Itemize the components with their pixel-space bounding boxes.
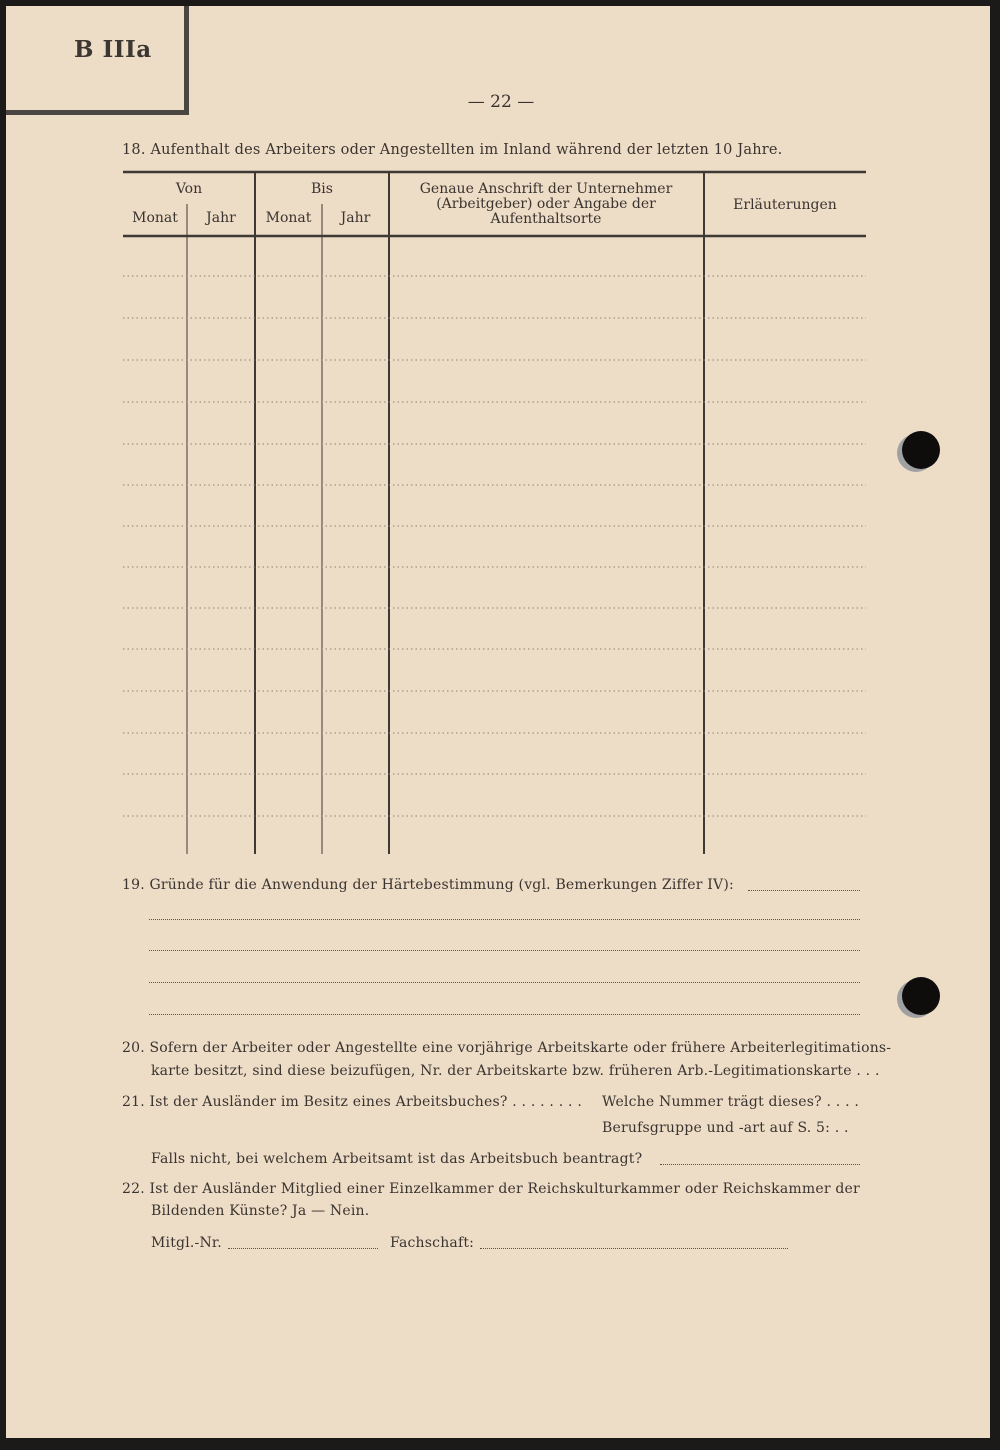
form-page bbox=[6, 6, 990, 1438]
q21-berufsgruppe: Berufsgruppe und -art auf S. 5: . . bbox=[602, 1120, 849, 1136]
q22-mitgl-nr-line[interactable] bbox=[228, 1248, 378, 1249]
q21-nummer: Welche Nummer trägt dieses? . . . . bbox=[602, 1094, 860, 1110]
q19-label: 19. Gründe für die Anwendung der Härtebestimmung (vgl. Bemerkungen Ziffer IV): bbox=[122, 877, 734, 893]
page-number: — 22 — bbox=[467, 92, 535, 112]
q21-arbeitsamt-line[interactable] bbox=[660, 1164, 860, 1165]
header-anschrift: Genaue Anschrift der Unternehmer (Arbeitgeber) oder Angabe der Aufenthaltsorte bbox=[419, 181, 673, 227]
q19-answer-line-5[interactable] bbox=[149, 1014, 860, 1015]
q22-line-2: Bildenden Künste? Ja — Nein. bbox=[151, 1203, 370, 1219]
q22-line-1: 22. Ist der Ausländer Mitglied einer Einzelkammer der Reichskulturkammer oder Reichskammer der bbox=[122, 1181, 860, 1197]
q19-answer-line-2[interactable] bbox=[149, 919, 860, 920]
q19-answer-line-4[interactable] bbox=[149, 982, 860, 983]
header-von-jahr: Jahr bbox=[206, 210, 236, 226]
q22-fachschaft-label: Fachschaft: bbox=[390, 1235, 475, 1251]
punch-hole-lower bbox=[902, 977, 940, 1015]
q21-line-1: 21. Ist der Ausländer im Besitz eines Arbeitsbuches? . . . . . . . . bbox=[122, 1094, 582, 1110]
header-bis-monat: Monat bbox=[265, 210, 312, 226]
header-von: Von bbox=[175, 181, 203, 197]
header-bis-jahr: Jahr bbox=[340, 210, 371, 226]
header-von-monat: Monat bbox=[132, 210, 178, 226]
q19-answer-line-3[interactable] bbox=[149, 950, 860, 951]
header-bis: Bis bbox=[311, 181, 333, 197]
q19-answer-line-1[interactable] bbox=[748, 890, 860, 891]
punch-hole-upper bbox=[902, 431, 940, 469]
q22-fachschaft-line[interactable] bbox=[480, 1248, 788, 1249]
q20-line-2: karte besitzt, sind diese beizufügen, Nr. der Arbeitskarte bzw. früheren Arb.-Legitimationskarte . . . bbox=[151, 1063, 880, 1079]
form-code: B IIIa bbox=[74, 36, 152, 63]
q22-mitgl-nr-label: Mitgl.-Nr. bbox=[151, 1235, 222, 1251]
header-erlaeuterungen: Erläuterungen bbox=[733, 197, 837, 213]
q18-title: 18. Aufenthalt des Arbeiters oder Angestellten im Inland während der letzten 10 Jahre. bbox=[122, 142, 783, 158]
q20-line-1: 20. Sofern der Arbeiter oder Angestellte eine vorjährige Arbeitskarte oder frühere Arbeiterlegitimations- bbox=[122, 1040, 892, 1056]
q21-falls-nicht: Falls nicht, bei welchem Arbeitsamt ist das Arbeitsbuch beantragt? bbox=[151, 1151, 643, 1167]
